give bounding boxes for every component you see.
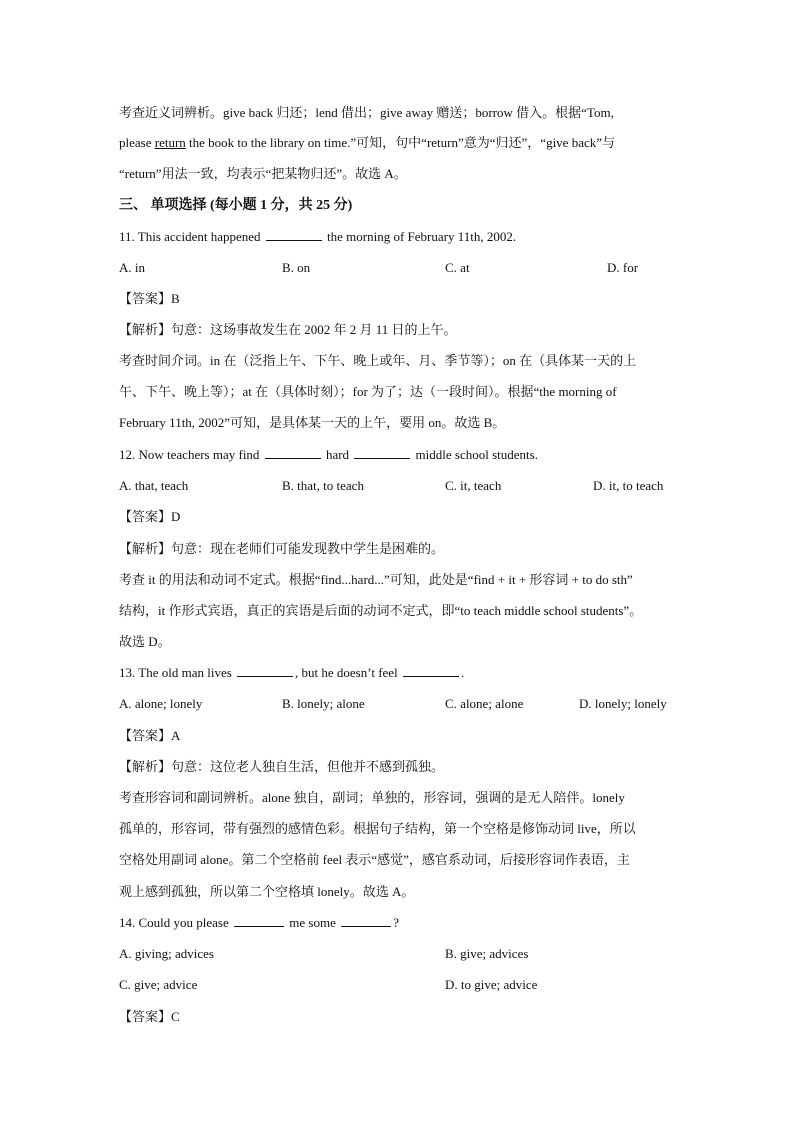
intro-line-1: 考查近义词辨析。give back 归还；lend 借出；give away 赠送；borrow 借入。根据“Tom, (119, 105, 614, 120)
q14-option-c: C. give; advice (119, 977, 198, 992)
underlined-word: return (154, 135, 186, 150)
q14-stem-mid: me some (286, 915, 340, 930)
q11-analysis-2: 考查时间介词。in 在（泛指上午、下午、晚上或年、月、季节等）；on 在（具体某一天的上 (119, 353, 637, 368)
answer-blank (403, 664, 459, 677)
q14-answer: 【答案】C (119, 1009, 180, 1024)
q13-answer: 【答案】A (119, 728, 181, 743)
q13-analysis-1: 【解析】句意：这位老人独自生活，但他并不感到孤独。 (119, 759, 445, 774)
q14-option-d: D. to give; advice (445, 977, 538, 992)
q13-option-c: C. alone; alone (445, 696, 524, 711)
q13-analysis-2: 考查形容词和副词辨析。alone 独自，副词；单独的，形容词，强调的是无人陪伴。lonely (119, 790, 625, 805)
q13-analysis-3: 孤单的，形容词，带有强烈的感情色彩。根据句子结构，第一个空格是修饰动词 live，所以 (119, 821, 636, 836)
q11-option-b: B. on (282, 260, 311, 275)
section-title: 三、 单项选择 (每小题 1 分，共 25 分) (119, 198, 353, 213)
q13-option-b: B. lonely; alone (282, 696, 365, 711)
q11-option-d: D. for (607, 260, 639, 275)
q12-analysis-3: 结构，it 作形式宾语，真正的宾语是后面的动词不定式，即“to teach middle school students”。 (119, 603, 643, 618)
q12-analysis-4: 故选 D。 (119, 634, 171, 649)
q12-options (119, 477, 679, 495)
q13-stem-post: . (460, 665, 465, 680)
q11-option-a: A. in (119, 260, 145, 275)
q14-option-a: A. giving; advices (119, 946, 214, 961)
q12-option-a: A. that, teach (119, 478, 189, 493)
q12-stem-post: middle school students. (412, 447, 538, 462)
q11-analysis-4: February 11th, 2002”可知，是具体某一天的上午，要用 on。故选 B。 (119, 415, 506, 430)
q13-options (119, 695, 679, 713)
q12-answer: 【答案】D (119, 509, 181, 524)
intro-line-2-pre: please (119, 135, 155, 150)
q14-option-b: B. give; advices (445, 946, 529, 961)
q14-stem-post: ? (393, 915, 399, 930)
answer-blank (354, 446, 410, 459)
question-11 (119, 228, 516, 246)
q12-stem-pre: 12. Now teachers may find (119, 447, 263, 462)
q11-options (119, 259, 679, 277)
answer-blank (265, 446, 321, 459)
answer-blank (234, 914, 284, 927)
q13-analysis-5: 观上感到孤独，所以第二个空格填 lonely。故选 A。 (119, 884, 415, 899)
q13-stem-pre: 13. The old man lives (119, 665, 236, 680)
q12-analysis-1: 【解析】句意：现在老师们可能发现教中学生是困难的。 (119, 541, 445, 556)
intro-line-2-post: the book to the library on time.”可知，句中“return”意为“归还”，“give back”与 (185, 135, 616, 150)
q12-option-c: C. it, teach (445, 478, 502, 493)
q11-option-c: C. at (445, 260, 470, 275)
intro-line-3: “return”用法一致，均表示“把某物归还”。故选 A。 (119, 166, 407, 181)
q12-stem-mid: hard (322, 447, 353, 462)
q12-analysis-2: 考查 it 的用法和动词不定式。根据“find...hard...”可知，此处是“find + it + 形容词 + to do sth” (119, 572, 633, 587)
question-13 (119, 664, 464, 682)
q12-option-b: B. that, to teach (282, 478, 364, 493)
q12-option-d: D. it, to teach (593, 478, 664, 493)
answer-blank (341, 914, 391, 927)
q13-analysis-4: 空格处用副词 alone。第二个空格前 feel 表示“感觉”，感官系动词，后接形容词作表语，主 (119, 852, 630, 867)
q14-stem-pre: 14. Could you please (119, 915, 233, 930)
question-14 (119, 914, 399, 932)
question-12 (119, 446, 538, 464)
q11-analysis-1: 【解析】句意：这场事故发生在 2002 年 2 月 11 日的上午。 (119, 322, 457, 337)
answer-blank (237, 664, 293, 677)
q11-analysis-3: 午、下午、晚上等）；at 在（具体时刻）；for 为了；达（一段时间）。根据“the morning of (119, 384, 617, 399)
answer-blank (266, 228, 322, 241)
intro-line-2 (119, 134, 615, 152)
q11-answer: 【答案】B (119, 291, 180, 306)
q13-stem-mid: , but he doesn’t feel (295, 665, 401, 680)
q14-options-row-2 (119, 976, 679, 994)
q11-stem-pre: 11. This accident happened (119, 229, 264, 244)
q13-option-d: D. lonely; lonely (579, 696, 667, 711)
q14-options-row-1 (119, 945, 679, 963)
q11-stem-post: the morning of February 11th, 2002. (323, 229, 517, 244)
q13-option-a: A. alone; lonely (119, 696, 203, 711)
